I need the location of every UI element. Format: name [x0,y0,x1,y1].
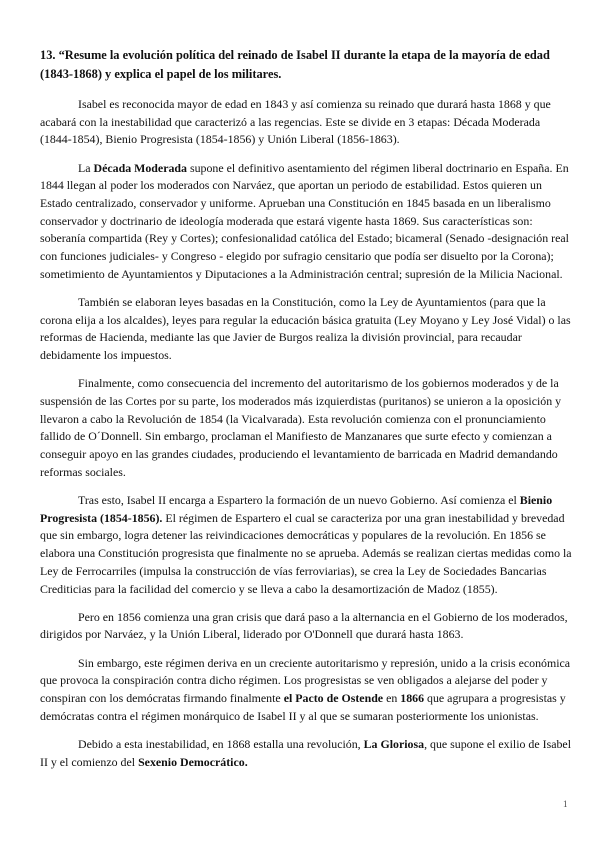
question-heading: 13. “Resume la evolución política del reinado de Isabel II durante la etapa de la mayoría de edad (1843-1868) y explica el papel de los militares. [40,48,550,81]
page-number: 1 [563,799,568,809]
document-body [40,96,572,782]
bold-term: Década Moderada [93,160,187,175]
paragraph: La Década Moderada supone el definitivo asentamiento del régimen liberal doctrinario en España. En 1844 llegan al poder los moderados con Narváez, que aportan un periodo de estabilidad. Estos quieren un Estado centralizado, conservador y uniforme. Aprueban una Constitución en 1845 basada en un liberalismo conservador y doctrinario de ideología moderada que estará vigente hasta 1869. Sus características son: soberanía compartida (Rey y Cortes); confesionalidad católica del Estado; bicameral (Senado -designación real con funciones judiciales- y Congreso - elegido por sufragio censitario que podía ser disuelto por la Corona); sometimiento de Ayuntamientos y Diputaciones a la Administración central; supresión de la Milicia Nacional. [40,160,569,281]
paragraph: Sin embargo, este régimen deriva en un creciente autoritarismo y represión, unido a la crisis económica que provoca la conspiración contra dicho régimen. Los progresistas se ven obligados a alejarse del poder y conspiran con los demócratas firmando finalmente el Pacto de Ostende en 1866 que agrupara a progresistas y demócratas contra el régimen monárquico de Isabel II y al que se sumaran posteriormente los unionistas. [40,655,571,723]
paragraph: Isabel es reconocida mayor de edad en 1843 y así comienza su reinado que durará hasta 1868 y que acabará con la inestabilidad que caracterizó a las regencias. Este se divide en 3 etapas: Década Moderada (1844-1854), Bienio Progresista (1854-1856) y Unión Liberal (1856-1863). [40,97,551,147]
paragraph: Finalmente, como consecuencia del incremento del autoritarismo de los gobiernos moderados y de la suspensión de las Cortes por su parte, los moderados más izquierdistas (puritanos) se unieron a la oposición y llevaron a cabo la Revolución de 1854 (la Vicalvarada). Esta revolución comienza con el pronunciamiento fallido de O´Donnell. Sin embargo, proclaman el Manifiesto de Manzanares que surte efecto y comienzan a conseguir apoyo en las grandes ciudades, produciendo el levantamiento de barricada en Madrid demandando reformas sociales. [40,376,562,479]
paragraph: Pero en 1856 comienza una gran crisis que dará paso a la alternancia en el Gobierno de los moderados, dirigidos por Narváez, y la Unión Liberal, liderado por O'Donnell que durará hasta 1863. [40,609,568,642]
bold-term: La Gloriosa [363,737,425,751]
bold-term: el Pacto de Ostende [283,691,384,706]
bold-term: Sexenio Democrático. [138,754,248,769]
bold-term: 1866 [400,691,425,706]
paragraph: También se elaboran leyes basadas en la Constitución, como la Ley de Ayuntamientos (para que la corona elija a los alcaldes), leyes para regular la educación básica gratuita (Ley Moyano y Ley José Vidal) o las reformas de Hacienda, mediante las que Javier de Burgos realiza la división provincial, para recaudar debidamente los impuestos. [40,295,571,363]
bold-term: Bienio Progresista (1854-1856). [40,493,553,525]
paragraph: Debido a esta inestabilidad, en 1868 estalla una revolución, La Gloriosa, que supone el exilio de Isabel II y el comienzo del Sexenio Democrático. [40,737,572,769]
paragraph: Tras esto, Isabel II encarga a Espartero la formación de un nuevo Gobierno. Así comienza el Bienio Progresista (1854-1856). El régimen de Espartero el cual se caracteriza por una gran inestabilidad y brevedad que sin embargo, logra detener las reivindicaciones democráticas y populares de la revolución. En 1856 se elabora una Constitución progresista que finalmente no se aprueba. Además se realizan ciertas medidas como la Ley de Ferrocarriles (impulsa la construcción de vías ferroviarias), se crea la Ley de Sociedades Bancarias Crediticias para la facilidad del comercio y se lleva a cabo la desamortización de Madoz (1855). [40,493,572,596]
